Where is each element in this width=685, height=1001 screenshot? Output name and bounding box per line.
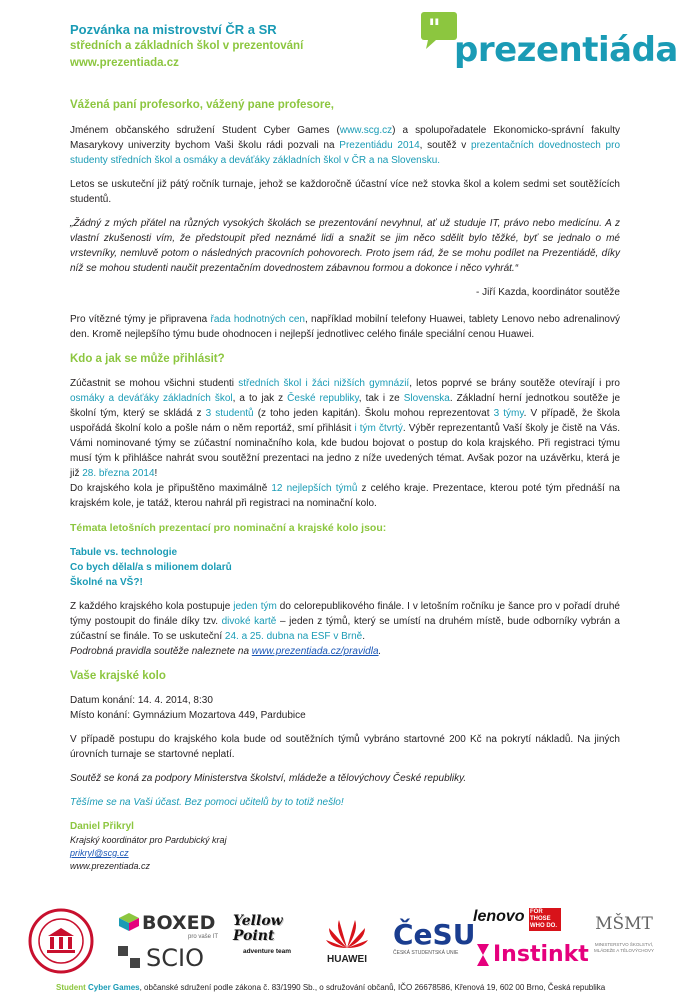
fee-paragraph: V případě postupu do krajského kola bude od soutěžních týmů vybráno startovné 200 Kč na pokrytí nákladů. Na jiných úrovních turnaje se startovné neplatí. (70, 734, 620, 760)
cesu-subtext: ČESKÁ STUDENTSKÁ UNIE (393, 950, 459, 956)
boxed-cube-icon (118, 912, 140, 932)
history-paragraph: Letos se uskuteční již pátý ročník turnaje, jehož se každoročně účastní více než stovka škol a kolem sedmi set soutěžících studentů. (70, 179, 620, 205)
text: Z každého krajského kola postupuje (70, 601, 234, 612)
yellow-point-logo (233, 914, 301, 974)
lenovo-logo (473, 908, 561, 931)
yellow-point-subtext: adventure team (242, 948, 292, 955)
huawei-logo (318, 916, 376, 965)
highlight: osmáky a deváťáky základních škol (70, 393, 233, 404)
region-date: Datum konání: 14. 4. 2014, 8:30 (70, 695, 213, 706)
highlight: prezentačních dovednostech pro studenty středních škol a osmáky a deváťáky základních škol v ČR a na Slovensku. (70, 140, 620, 166)
quote-author: - Jiří Kazda, koordinátor soutěže (476, 287, 620, 298)
topic-item: Co bych dělal/a s milionem dolarů (70, 562, 232, 573)
highlight: středních škol i žáci nižších gymnázií (238, 378, 410, 389)
highlight: řada hodnotných cen (210, 314, 305, 325)
header-url[interactable]: www.prezentiada.cz (70, 57, 179, 69)
apply-paragraph (70, 376, 620, 481)
huawei-flower-icon (325, 916, 369, 950)
text: ) a spolupořadatele Ekonomicko-správní fakulty Masarykovy univerzity bychom Vaši školu rádi pozvali na (70, 125, 620, 151)
signer-email-row (70, 847, 620, 860)
text: . (362, 631, 366, 642)
region-heading: Vaše krajské kolo (70, 670, 166, 682)
final-paragraph (70, 599, 620, 644)
letter-body (70, 98, 620, 873)
topic-item: Tabule vs. technologie (70, 547, 178, 558)
footer-brand-student: Student (56, 983, 86, 992)
header-subtitle: středních a základních škol v prezentování (70, 40, 304, 52)
highlight: 3 studentů (205, 408, 254, 419)
highlight: jeden tým (233, 601, 277, 612)
highlight: i tým čtvrtý (354, 423, 403, 434)
text: – jeden z týmů, který se umístí na druhém místě, bude odborníky vybrán a zúčastní se finále. To se uskuteční (70, 616, 620, 642)
lenovo-text: lenovo (473, 908, 525, 925)
signer-email[interactable]: prikryl@scg.cz (70, 848, 129, 858)
region-place: Místo konání: Gymnázium Mozartova 449, Pardubice (70, 710, 306, 721)
text: (z toho jeden kapitán). Školu mohou reprezentovat (253, 408, 494, 419)
instinkt-text: Instinkt (493, 942, 589, 967)
text: , například mobilní telefony Huawei, tablety Lenovo nebo adrenalinový den. Kromě nejlepšího týmu bude ohodnocen i nejlepší jednotlivec celého finále speciální cenou Huawei. (70, 314, 620, 340)
topic-item: Školné na VŠ?! (70, 577, 143, 588)
scio-squares-icon (118, 946, 142, 970)
highlight: České republiky (287, 393, 359, 404)
topics-heading: Témata letošních prezentací pro nominační a krajské kolo jsou: (70, 522, 387, 534)
boxed-subtext: pro vaše IT (188, 934, 219, 940)
huawei-text: HUAWEI (327, 954, 367, 965)
text: Jménem občanského sdružení Student Cyber Games ( (70, 125, 340, 136)
text: . Výběr reprezentantů Vaší školy je čistě na Vás. Vámi nominované týmy se zúčastní nominačního kola, kde budou bojovat o postup do kola krajského. Při registraci týmu musí tým k přihlášce nahrát svou soutěžní prezentaci na jedno z níže uvedených témat. Avšak pozor na uzávěrku, která je již (70, 423, 620, 479)
rules-line (70, 644, 620, 659)
signer-web[interactable]: www.prezentiada.cz (70, 861, 151, 871)
text: ! (154, 468, 158, 479)
highlight: 3 týmy (493, 408, 524, 419)
intro-paragraph (70, 123, 620, 168)
footer (56, 983, 605, 992)
signer-role: Krajský koordinátor pro Pardubický kraj (70, 835, 227, 845)
highlight: divoké kartě (221, 616, 277, 627)
support-line: Soutěž se koná za podpory Ministerstva školství, mládeže a tělovýchovy České republiky. (70, 773, 467, 784)
cesu-text: ČeSU (393, 918, 476, 951)
text: , a to jak z (232, 393, 288, 404)
footer-text: , občanské sdružení podle zákona č. 83/1990 Sb., o sdružování občanů, IČO 26678586, Křenová 19, 602 00 Brno, Česká republika (139, 983, 606, 992)
apply-heading: Kdo a jak se může přihlásit? (70, 353, 225, 365)
signer-name: Daniel Přikryl (70, 821, 134, 832)
highlight: Slovenska (403, 393, 450, 404)
greeting: Vážená paní profesorko, vážený pane profesore, (70, 99, 334, 111)
scg-link[interactable]: www.scg.cz (339, 125, 393, 136)
highlight: 24. a 25. dubna na ESF v Brně (224, 631, 363, 642)
cesu-logo (393, 920, 475, 956)
text: Podrobná pravidla soutěže naleznete na (70, 646, 252, 657)
text: do celorepublikového finále. I v letošním ročníku je šance pro v pořadí druhé týmy postoupit do finále díky tzv. (70, 601, 620, 627)
highlight: Prezentiádu 2014 (339, 140, 420, 151)
masaryk-university-seal-icon (28, 908, 94, 974)
regional-paragraph (70, 481, 620, 511)
text: , tak i ze (358, 393, 404, 404)
msmt-logo (588, 914, 660, 954)
sponsor-logos (28, 908, 658, 978)
svg-text:": " (428, 14, 441, 42)
text: Pro vítězné týmy je připravena (70, 314, 211, 325)
text: , soutěž v (419, 140, 472, 151)
text: Do krajského kola je připuštěno maximálně (70, 483, 272, 494)
logo-text: prezentiáda (454, 30, 678, 70)
yellow-point-text: Yellow Point (233, 913, 283, 944)
text: Zúčastnit se mohou všichni studenti (70, 378, 239, 389)
prezentiada-logo (420, 8, 678, 70)
lenovo-tagline: FOR THOSE WHO DO. (529, 908, 561, 931)
instinkt-mark-icon (475, 944, 491, 966)
topics-list (70, 545, 620, 590)
rules-link[interactable]: www.prezentiada.cz/pravidla (251, 646, 379, 657)
msmt-text: MŠMT (595, 914, 653, 934)
quote: „Žádný z mých přátel na různých vysokých školách se prezentování nevyhnul, ať už studuje IT, právo nebo medicínu. A z vlastní zkušenosti vím, že předstoupit před neznámé lidi a snažit se jim něco sdělit bylo těžké, byť se jednalo o mé vrstevníky, nemluvě potom o následných pracovních pohovorech. Proto jsem rád, že se mohu podílet na Prezentiádě, díky níž se mohou studenti naučit prezentačním dovednostem zábavnou formou a dokonce i něco vyhrát.“ (70, 218, 620, 274)
boxed-text: BOXED (142, 912, 216, 934)
text: , letos poprvé se brány soutěže otevírají i pro (409, 378, 620, 389)
msmt-subtext: MINISTERSTVO ŠKOLSTVÍ, MLÁDEŽE A TĚLOVÝCHOVY (594, 942, 654, 953)
deadline: 28. března 2014 (82, 468, 155, 479)
letter-header (70, 22, 303, 72)
text: . Základní herní jednotkou soutěže je školní tým, který se skládá z (70, 393, 621, 419)
header-title: Pozvánka na mistrovství ČR a SR (70, 22, 277, 37)
closing-line: Těšíme se na Vaši účast. Bez pomoci učitelů by to totiž nešlo! (70, 797, 344, 808)
highlight: 12 nejlepších týmů (271, 483, 358, 494)
footer-brand-cyber-games: Cyber Games (88, 983, 140, 992)
text: . (378, 646, 382, 657)
text: z celého kraje. Prezentace, kterou poté tým přednáší na krajském kole, je tatáž, kterou nahrál při registraci na nominační kolo. (70, 483, 620, 509)
text: . V případě, že škola uspořádá školní kolo a pošle nám o něm reportáž, smí přihlásit (70, 408, 620, 434)
scio-text: SCIO (146, 944, 204, 972)
prizes-paragraph (70, 312, 620, 342)
